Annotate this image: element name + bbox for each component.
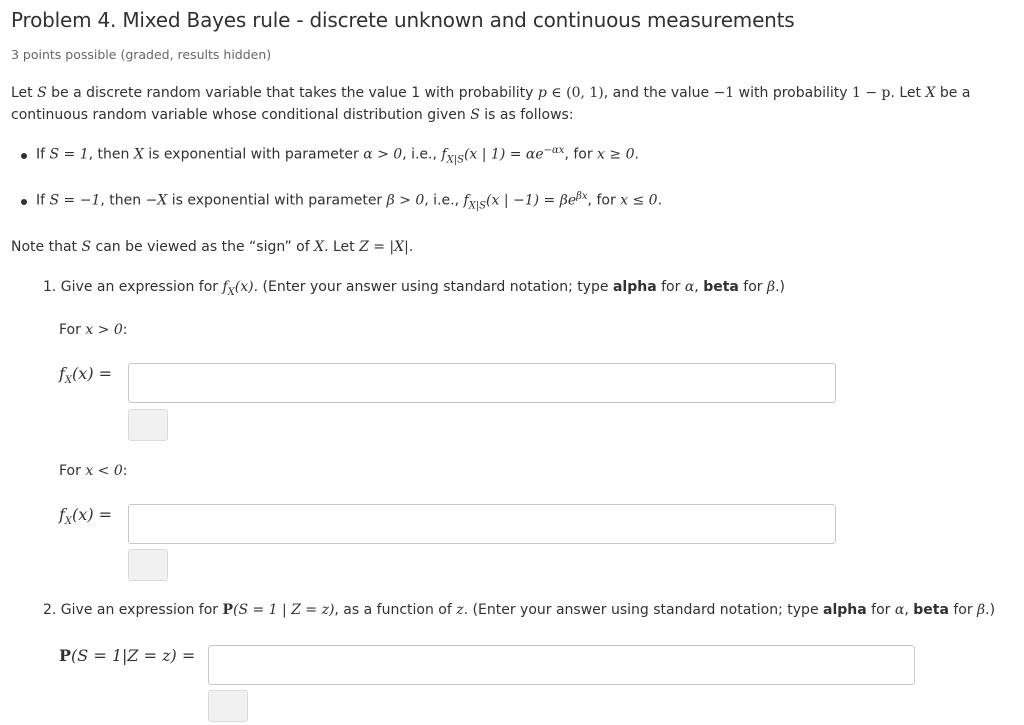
question-1-part-b-condition: For x < 0:	[59, 463, 128, 479]
question-1-part-a-label: $f_X(x)$ =	[59, 364, 113, 387]
question-1-part-b-input[interactable]	[128, 504, 836, 544]
points-info: 3 points possible (graded, results hidden)	[11, 47, 272, 62]
intro-line-2: continuous random variable whose conditional distribution given S is as follows:	[11, 107, 574, 123]
question-2-input[interactable]	[208, 645, 915, 685]
bullet-dot	[21, 199, 27, 205]
question-1-part-b-preview	[128, 549, 168, 581]
problem-title: Problem 4. Mixed Bayes rule - discrete unknown and continuous measurements	[11, 8, 795, 32]
question-2-preview	[208, 690, 248, 722]
question-1-prompt: 1. Give an expression for $f_X(x)$. (Enter your answer using standard notation; type alpha for α, beta for β.)	[43, 279, 786, 298]
bullet-dot	[21, 153, 27, 159]
question-1-part-a-preview	[128, 409, 168, 441]
note-text: Note that S can be viewed as the “sign” of X. Let Z = |X|.	[11, 239, 414, 255]
bullet-case-s-negative: If S = −1, then −X is exponential with parameter β > 0, i.e., $f_{X|S}(x$ | $-1) = \beta e^{\beta x}$, for x ≤ 0.	[36, 191, 663, 212]
question-1-part-b-label: $f_X(x)$ =	[59, 505, 113, 528]
question-2-prompt: 2. Give an expression for P(S = 1 | Z = z), as a function of z. (Enter your answer using standard notation; type alpha for α, beta for β.)	[43, 602, 996, 618]
intro-line-1: Let S be a discrete random variable that takes the value 1 with probability p ∈ (0, 1), and the value −1 with probability 1 − p. Let X be a	[11, 85, 971, 101]
question-1-part-a-condition: For x > 0:	[59, 322, 128, 338]
question-2-label: P(S = 1|Z = z) =	[59, 646, 196, 665]
bullet-case-s-positive: If S = 1, then X is exponential with parameter α > 0, i.e., $f_{X|S}(x$ | $1) = \alpha e^{-\alpha x}$, for x ≥ 0.	[36, 145, 639, 166]
question-1-part-a-input[interactable]	[128, 363, 836, 403]
